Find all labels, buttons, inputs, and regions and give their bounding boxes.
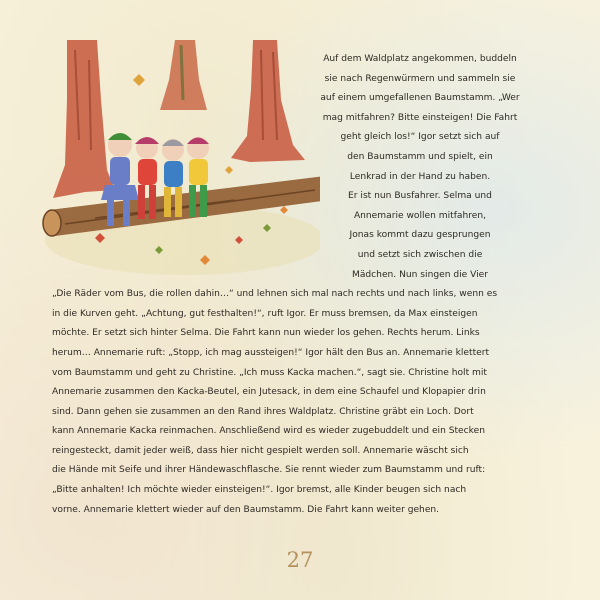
story-line: vom Baumstamm und geht zu Christine. „Ich muss Kacka machen.“, sagt sie. Christine holt mit: [52, 367, 487, 378]
story-line: sie nach Regenwürmern und sammeln sie: [324, 73, 516, 84]
story-line: den Baumstamm und spielt, ein: [347, 151, 493, 162]
story-line: Annemarie zusammen den Kacka-Beutel, ein Jutesack, in dem eine Schaufel und Klopapier drin: [52, 387, 486, 398]
story-line: die Hände mit Seife und ihrer Händewaschflasche. Sie rennt wieder zum Baumstamm und ruft:: [52, 465, 486, 476]
story-line: Lenkrad in der Hand zu haben.: [349, 171, 491, 182]
story-line: Er ist nun Busfahrer. Selma und: [348, 191, 492, 202]
story-text: [52, 50, 530, 520]
story-line: möchte. Er setzt sich hinter Selma. Die Fahrt kann nun wieder los gehen. Rechts herum. Links: [52, 328, 480, 339]
story-line: geht gleich los!“ Igor setzt sich auf: [340, 132, 500, 143]
story-line: kann Annemarie Kacka reinmachen. Anschließend wird es wieder zugebuddelt und ein Stecken: [52, 426, 485, 437]
story-line: Annemarie wollen mitfahren,: [353, 210, 487, 221]
story-line: und setzt sich zwischen die: [357, 249, 483, 260]
story-line: vorne. Annemarie klettert wieder auf den Baumstamm. Die Fahrt kann weiter gehen.: [52, 504, 440, 515]
page-number: 27: [286, 548, 314, 572]
story-line: Auf dem Waldplatz angekommen, buddeln: [323, 54, 517, 64]
story-line: „Die Räder vom Bus, die rollen dahin…“ und lehnen sich mal nach rechts und nach links, wenn es: [52, 289, 498, 300]
story-line: reingesteckt, damit jeder weiß, dass hier nicht gespielt werden soll. Annemarie wäscht sich: [52, 445, 469, 456]
story-line: Jonas kommt dazu gesprungen: [349, 230, 491, 241]
story-line: Mädchen. Nun singen die Vier: [351, 269, 489, 280]
story-line: in die Kurven geht. „Achtung, gut festhalten!“, ruft Igor. Er muss bremsen, da Max einsteigen: [52, 308, 478, 319]
story-line: „Bitte anhalten! Ich möchte wieder einsteigen!“. Igor bremst, alle Kinder beugen sich nach: [52, 485, 467, 496]
story-line: sind. Dann gehen sie zusammen an den Rand ihres Waldplatz. Christine gräbt ein Loch. Dort: [52, 406, 474, 417]
story-line: mag mitfahren? Bitte einsteigen! Die Fahrt: [322, 112, 518, 123]
story-line: auf einem umgefallenen Baumstamm. „Wer: [320, 93, 520, 104]
story-line: herum… Annemarie ruft: „Stopp, ich mag aussteigen!“ Igor hält den Bus an. Annemarie klettert: [52, 347, 490, 358]
